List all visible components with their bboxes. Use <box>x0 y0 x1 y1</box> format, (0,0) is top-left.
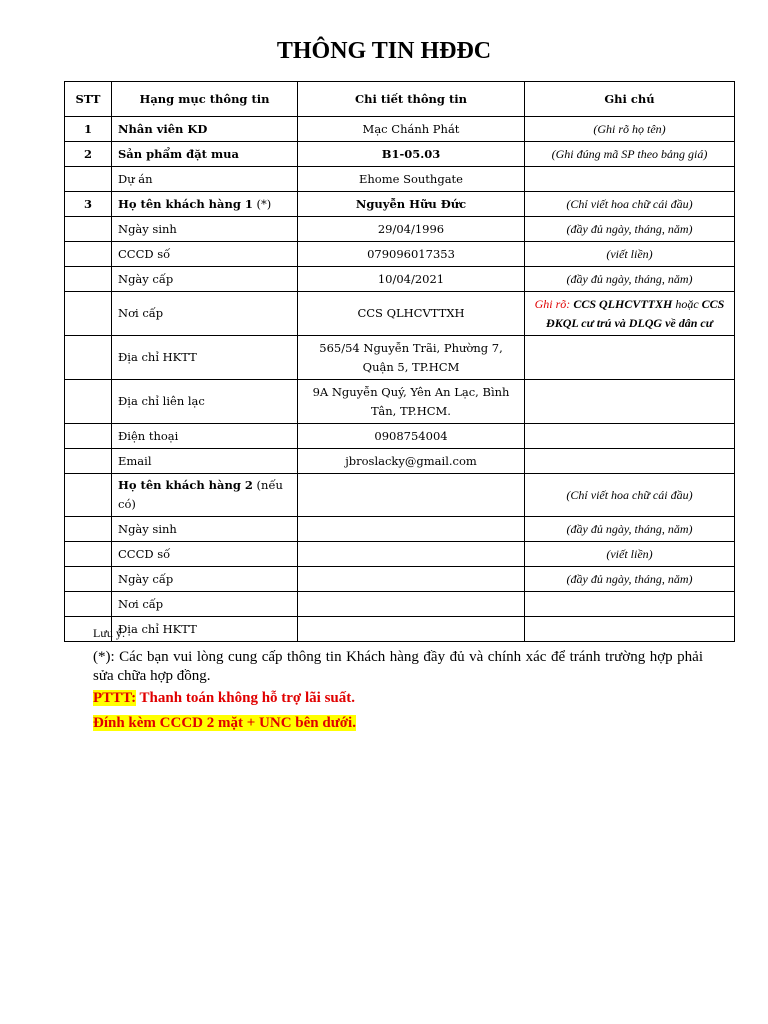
header-note: Ghi chú <box>525 82 735 117</box>
row-detail: Nguyễn Hữu Đức <box>298 192 525 217</box>
row-note <box>525 424 735 449</box>
row-detail: jbroslacky@gmail.com <box>298 449 525 474</box>
table-row <box>65 567 735 592</box>
row-stt <box>65 292 112 336</box>
row-item: Email <box>112 449 298 474</box>
table-row <box>65 336 735 380</box>
row-stt <box>65 449 112 474</box>
row-note: (đầy đủ ngày, tháng, năm) <box>525 517 735 542</box>
row-detail: 29/04/1996 <box>298 217 525 242</box>
row-item: Sản phẩm đặt mua <box>112 142 298 167</box>
row-note <box>525 380 735 424</box>
row-stt <box>65 567 112 592</box>
row-stt: 3 <box>65 192 112 217</box>
row-note: Ghi rõ: CCS QLHCVTTXH hoặc CCS ĐKQL cư trú và DLQG về dân cư <box>525 292 735 336</box>
row-note <box>525 167 735 192</box>
row-detail: CCS QLHCVTTXH <box>298 292 525 336</box>
table-row <box>65 542 735 567</box>
row-detail: 10/04/2021 <box>298 267 525 292</box>
row-note <box>525 592 735 617</box>
row-stt <box>65 267 112 292</box>
row-note <box>525 336 735 380</box>
notes-label: Lưu ý: <box>93 626 126 640</box>
notes-star-text: (*): Các bạn vui lòng cung cấp thông tin Khách hàng đầy đủ và chính xác để tránh trường hợp phải sửa chữa hợp đồng. <box>93 649 703 684</box>
row-item: Ngày cấp <box>112 267 298 292</box>
row-stt <box>65 217 112 242</box>
row-note: (Ghi rõ họ tên) <box>525 117 735 142</box>
row-detail <box>298 517 525 542</box>
row-item: Họ tên khách hàng 2 (nếu có) <box>112 474 298 517</box>
row-detail: B1-05.03 <box>298 142 525 167</box>
table-row <box>65 167 735 192</box>
pttt-text: Thanh toán không hỗ trợ lãi suất. <box>136 690 355 706</box>
page-title: THÔNG TIN HĐĐC <box>276 38 492 64</box>
row-item: Địa chỉ HKTT <box>112 336 298 380</box>
table-row <box>65 142 735 167</box>
row-item: Dự án <box>112 167 298 192</box>
table-header-row <box>65 82 735 117</box>
table-row <box>65 474 735 517</box>
row-stt <box>65 542 112 567</box>
info-table <box>64 81 735 642</box>
table-row <box>65 267 735 292</box>
row-note: (đầy đủ ngày, tháng, năm) <box>525 267 735 292</box>
row-item: Địa chỉ HKTT <box>112 617 298 642</box>
row-note: (viết liền) <box>525 242 735 267</box>
header-stt: STT <box>65 82 112 117</box>
row-detail <box>298 592 525 617</box>
row-detail: 0908754004 <box>298 424 525 449</box>
pttt-label: PTTT: <box>93 690 137 706</box>
row-stt <box>65 242 112 267</box>
row-note: (đầy đủ ngày, tháng, năm) <box>525 217 735 242</box>
row-note: (Ghi đúng mã SP theo bảng giá) <box>525 142 735 167</box>
row-item: Ngày cấp <box>112 567 298 592</box>
notes-payment-method <box>93 690 703 707</box>
table-row <box>65 217 735 242</box>
table-row <box>65 292 735 336</box>
row-item: Ngày sinh <box>112 517 298 542</box>
row-item: Ngày sinh <box>112 217 298 242</box>
row-item: Địa chỉ liên lạc <box>112 380 298 424</box>
table-row <box>65 380 735 424</box>
row-item: Nơi cấp <box>112 592 298 617</box>
notes-attachment <box>93 715 703 732</box>
table-row <box>65 242 735 267</box>
row-detail <box>298 567 525 592</box>
row-stt <box>65 167 112 192</box>
table-row <box>65 592 735 617</box>
table-row <box>65 517 735 542</box>
row-item: Điện thoại <box>112 424 298 449</box>
row-detail <box>298 542 525 567</box>
row-stt: 1 <box>65 117 112 142</box>
table-row <box>65 449 735 474</box>
header-item: Hạng mục thông tin <box>112 82 298 117</box>
row-detail: 9A Nguyễn Quý, Yên An Lạc, Bình Tân, TP.HCM. <box>298 380 525 424</box>
row-item: Họ tên khách hàng 1 (*) <box>112 192 298 217</box>
table-row <box>65 424 735 449</box>
row-stt <box>65 517 112 542</box>
header-detail: Chi tiết thông tin <box>298 82 525 117</box>
row-item: CCCD số <box>112 242 298 267</box>
row-detail <box>298 474 525 517</box>
row-note <box>525 449 735 474</box>
row-detail: Ehome Southgate <box>298 167 525 192</box>
row-item: CCCD số <box>112 542 298 567</box>
attachment-text: Đính kèm CCCD 2 mặt + UNC bên dưới. <box>93 715 356 731</box>
row-note: (viết liền) <box>525 542 735 567</box>
row-note: (Chỉ viết hoa chữ cái đầu) <box>525 192 735 217</box>
row-item: Nhân viên KD <box>112 117 298 142</box>
row-detail: 565/54 Nguyễn Trãi, Phường 7, Quận 5, TP.HCM <box>298 336 525 380</box>
row-stt <box>65 336 112 380</box>
row-note: (đầy đủ ngày, tháng, năm) <box>525 567 735 592</box>
row-stt: 2 <box>65 142 112 167</box>
row-stt <box>65 380 112 424</box>
row-note: (Chỉ viết hoa chữ cái đầu) <box>525 474 735 517</box>
row-detail: Mạc Chánh Phát <box>298 117 525 142</box>
row-item: Nơi cấp <box>112 292 298 336</box>
row-stt <box>65 592 112 617</box>
table-row <box>65 192 735 217</box>
row-stt <box>65 474 112 517</box>
row-detail: 079096017353 <box>298 242 525 267</box>
row-stt <box>65 424 112 449</box>
table-row <box>65 117 735 142</box>
